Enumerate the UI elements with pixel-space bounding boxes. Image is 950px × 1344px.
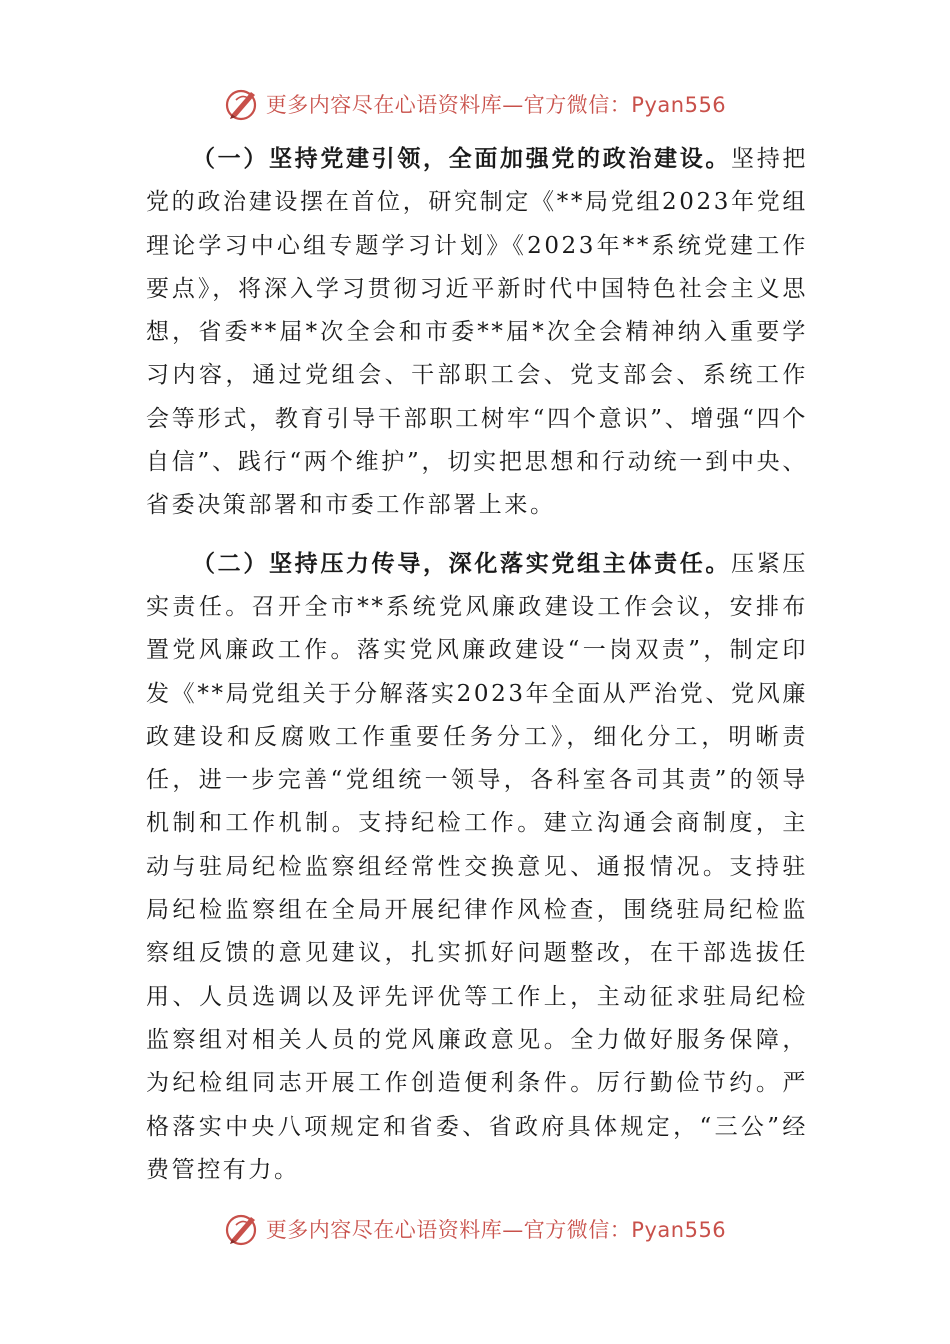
paragraph-2-heading: （二）坚持压力传导，深化落实党组主体责任。 xyxy=(192,549,732,577)
pen-logo-icon xyxy=(224,86,260,122)
pen-logo-icon xyxy=(224,1211,260,1247)
document-body xyxy=(146,137,808,1206)
paragraph-1 xyxy=(146,137,808,528)
paragraph-2 xyxy=(146,542,808,1192)
footer-banner xyxy=(0,1209,950,1249)
footer-banner-text: 更多内容尽在心语资料库—官方微信：Pyan556 xyxy=(265,1218,727,1242)
paragraph-1-heading: （一）坚持党建引领，全面加强党的政治建设。 xyxy=(192,145,732,172)
header-banner-text: 更多内容尽在心语资料库—官方微信：Pyan556 xyxy=(265,93,727,117)
header-banner xyxy=(0,84,950,124)
paragraph-2-text: 压紧压实责任。召开全市**系统党风廉政建设工作会议，安排布置党风廉政工作。落实党风廉政建设“一岗双责”，制定印发《**局党组关于分解落实2023年全面从严治党、党风廉政建设和反腐败工作重要任务分工》，细化分工，明晰责任，进一步完善“党组统一领导，各科室各司其责”的领导机制和工作机制。支持纪检工作。建立沟通会商制度，主动与驻局纪检监察组经常性交换意见、通报情况。支持驻局纪检监察组在全局开展纪律作风检查，围绕驻局纪检监察组反馈的意见建议，扎实抓好问题整改，在干部选拔任用、人员选调以及评先评优等工作上，主动征求驻局纪检监察组对相关人员的党风廉政意见。全力做好服务保障，为纪检组同志开展工作创造便利条件。厉行勤俭节约。严格落实中央八项规定和省委、省政府具体规定，“三公”经费管控有力。 xyxy=(146,550,808,1183)
paragraph-1-text: 坚持把党的政治建设摆在首位，研究制定《**局党组2023年党组理论学习中心组专题学习计划》《2023年**系统党建工作要点》，将深入学习贯彻习近平新时代中国特色社会主义思想，省委**届*次全会和市委**届*次全会精神纳入重要学习内容，通过党组会、干部职工会、党支部会、系统工作会等形式，教育引导干部职工树牢“四个意识”、增强“四个自信”、践行“两个维护”，切实把思想和行动统一到中央、省委决策部署和市委工作部署上来。 xyxy=(146,146,808,519)
